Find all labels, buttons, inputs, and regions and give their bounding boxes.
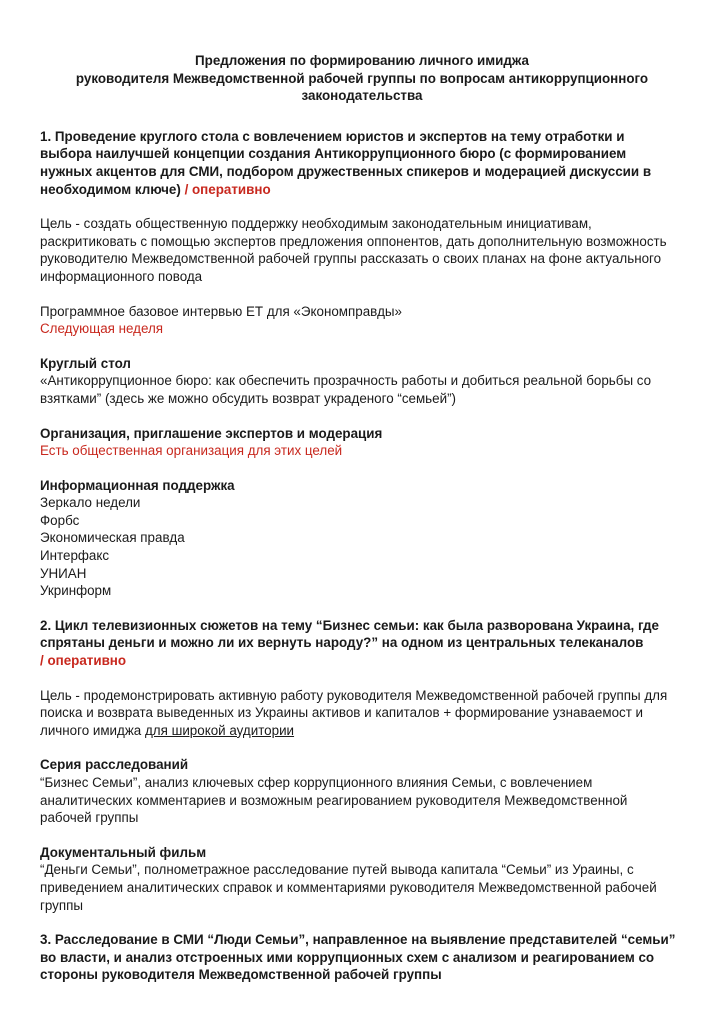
section-1-goal: Цель - создать общественную поддержку необходимым законодательным инициативам, раскритиковать с помощью экспертов предложения оппонентов, дать дополнительную возможность руководителю Межведомственной рабочей группы рассказать о своих планах на фоне актуального информационного повода [40,216,667,284]
section-2-goal: Цель - продемонстрировать активную работу руководителя Межведомственной рабочей группы для поиска и возврата выведенных из Украины активов и капиталов + формирование узнаваемост и личного имиджа для широкой аудитории [40,687,668,738]
series-heading: Серия расследований [40,757,189,773]
title-line: законодательства [301,88,423,104]
media-list-item: УНИАН [40,565,87,581]
media-list-item: Экономическая правда [40,530,185,546]
section-3-heading: 3. Расследование в СМИ “Люди Семьи”, направленное на выявление представителей “семьи” во власти, и анализ отстроенных ими коррупционных схем с анализом и реагированием со стороны руководителя Межведомственной рабочей группы [40,932,676,983]
status-label: / оперативно [40,653,127,669]
media-support-block [40,477,684,600]
media-list-item: Интерфакс [40,548,110,564]
media-list-item: Укринформ [40,583,112,599]
status-label: / оперативно [180,181,271,197]
organization-note: Есть общественная организация для этих целей [40,443,343,459]
interview-date: Следующая неделя [40,321,164,337]
interview-item: Программное базовое интервью ЕТ для «Экономправды» Следующая неделя [40,303,402,337]
title-line: руководителя Межведомственной рабочей группы по вопросам антикоррупционного [75,70,649,86]
section-1 [40,128,684,600]
audience-underlined: для широкой аудитории [144,722,295,738]
section-2-heading: 2. Цикл телевизионных сюжетов на тему “Бизнес семьи: как была разворована Украина, где спрятаны деньги и можно ли их вернуть народу?” на одном из центральных телеканалов / оперативно [40,617,659,669]
organization-heading: Организация, приглашение экспертов и модерация [40,425,383,441]
media-heading: Информационная поддержка [40,477,235,493]
section-2 [40,617,684,914]
media-list-item: Форбс [40,512,80,528]
section-1-heading: 1. Проведение круглого стола с вовлечением юристов и экспертов на тему отработки и выбора наилучшей концепции создания Антикоррупционного бюро (с формированием нужных акцентов для СМИ, подбором дружественных спикеров и модерацией дискуссии в необходимом ключе) / оперативно [40,128,652,197]
film-heading: Документальный фильм [40,844,207,860]
media-list-item: Зеркало недели [40,495,141,511]
document-title [40,52,684,105]
section-3 [40,931,684,984]
organization-block [40,425,684,460]
roundtable-heading: Круглый стол [40,355,131,371]
investigation-series-block: Серия расследований “Бизнес Семьи”, анализ ключевых сфер коррупционного влияния Семьи, с вовлечением аналитических комментариев и возможным реагированием руководителя Межведомственной рабочей группы [40,757,628,826]
roundtable-block: Круглый стол «Антикоррупционное бюро: как обеспечить прозрачность работы и добиться реальной борьбы со взятками” (здесь же можно обсудить возврат украденого “семьей”) [40,355,652,406]
title-line: Предложения по формированию личного имиджа [195,53,529,68]
documentary-block: Документальный фильм “Деньги Семьи”, полнометражное расследование путей вывода капитала “Семьи” из Ураины, с приведением аналитических справок и комментариями руководителя Межведомственной рабочей группы [40,844,657,913]
